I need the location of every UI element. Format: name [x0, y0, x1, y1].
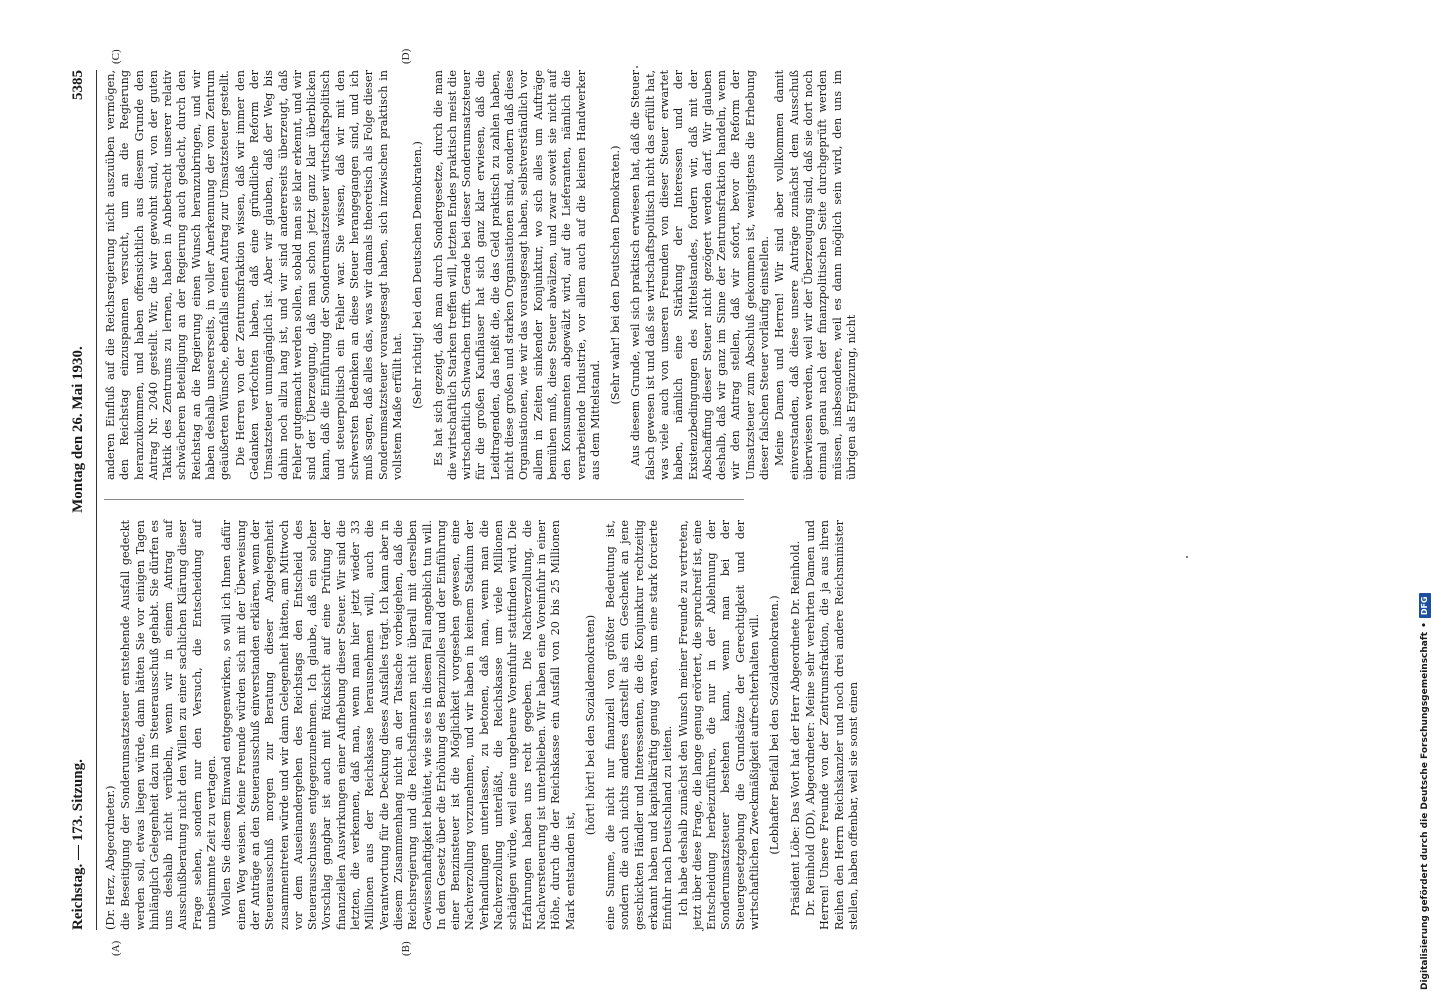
paragraph: Es hat sich gezeigt, daß man durch Sondergesetze, durch die man die wirtschaftlich Starken treffen will, letzten Endes praktisch meist die wirtschaftlich Schwachen trifft. Gerade bei dieser Sonderumsatzsteuer für die großen Kaufhäuser hat sich ganz klar erwiesen, daß die Leidtragenden, das heißt die, die das Geld praktisch zu zahlen haben, nicht diese großen und starken Organisationen sind, sondern daß diese Organisationen, wie wir das vorausgesagt haben, selbstverständlich vor allem in Zeiten sinkender Konjunktur, wo sich alles um Aufträge bemühen muß, diese Steuer abwälzen, und zwar soweit sie nicht auf den Konsumenten abgewälzt wird, auf die Lieferanten, nämlich die verarbeitende Industrie, vor allem auch auf die kleinen Handwerker aus dem Mittelstand. [431, 70, 602, 480]
marker-c: (C) [110, 49, 122, 64]
page-header [70, 70, 97, 930]
rotated-page [70, 48, 860, 956]
paragraph: Präsident Löbe: Das Wort hat der Herr Abgeordnete Dr. Reinhold. [788, 540, 802, 916]
paragraph: anderen Einfluß auf die Reichsregierung nicht auszuüben vermögen, den Reichstag einzuspannen versucht, um an die Regierung heranzukommen, und haben offensichtlich aus diesem Grunde den Antrag Nr. 2040 gestellt. Wir, die wir gewohnt sind, von der guten Taktik des Zentrums zu lernen, haben in Anbetracht unserer relativ schwächeren Beteiligung an der Regierung auch gedacht, durch den Reichstag an die Regierung einen Wunsch heranzubringen, und wir haben deshalb unsererseits, in voller Anerkennung der vom Zentrum geäußerten Wünsche, ebenfalls einen Antrag zur Umsatzsteuer gestellt. [104, 70, 232, 480]
header-left: Reichstag. — 173. Sitzung. [70, 759, 86, 930]
paragraph: die Beseitigung der Sonderumsatzsteuer entstehende Ausfall gedeckt werden soll, etwas liegen würde, dann hätten Sie vor einigen Tagen hinlänglich Gelegenheit dazu im Steuerausschuß gehabt. Sie dürfen es uns deshalb nicht verübeln, wenn wir in einem Antrag auf Ausschußberatung nicht den Willen zu einer sachlichen Klärung dieser Frage sehen, sondern nur den Versuch, die Entscheidung auf unbestimmte Zeit zu vertagen. [119, 520, 219, 930]
paragraph: Ich habe deshalb zunächst den Wunsch meiner Freunde zu vertreten, jetzt über diese Frage, die lange genug erörtert, die spruchreif ist, eine Entscheidung herbeizuführen, die nur in der Ablehnung der Sonderumsatzsteuer bestehen kann, wenn man bei der Steuergesetzgebung die Grundsätze der Gerechtigkeit und der wirtschaftlichen Zweckmäßigkeit aufrechterhalten will. [676, 520, 762, 930]
header-date: Montag den 26. Mai 1930. [70, 346, 86, 513]
text-columns [104, 70, 860, 930]
paragraph: Aus diesem Grunde, weil sich praktisch erwiesen hat, daß die Steuer falsch gewesen ist und daß sie wirtschaftspolitisch nicht das erfüllt hat, was viele auch von unseren Freunden von dieser Steuer erwartet haben, nämlich eine Stärkung der Interessen und der Existenzbedingungen des Mittelstandes, fordern wir, daß mit der Abschaffung dieser Steuer nicht gezögert werden darf. Wir glauben deshalb, daß wir ganz im Sinne der Zentrumsfraktion handeln, wenn wir den Antrag stellen, daß wir sofort, bevor die Reform der Umsatzsteuer zum Abschluß gekommen ist, wenigstens die Erhebung dieser falschen Steuer vorläufig einstellen. [629, 70, 772, 480]
interjection-note: (Sehr wahr! bei den Deutschen Demokraten.) [609, 145, 623, 405]
dfg-logo: DFG [1419, 593, 1431, 618]
scan-speck [1186, 556, 1188, 558]
credit-text: Digitalisierung gefördert durch die Deutsche Forschungsgemeinschaft [1420, 631, 1430, 990]
paragraph: (Dr. Herz, Abgeordneter.) [104, 785, 117, 930]
column-divider [104, 499, 744, 500]
paragraph: Wollen Sie diesem Einwand entgegenwirken, so will ich Ihnen dafür einen Weg weisen. Meine Freunde würden sich mit der Überweisung der Anträge an den Steuerausschuß einverstanden erklären, wenn der Steuerausschuß morgen zur Beratung dieser Angelegenheit zusammentreten würde und wir dann Gelegenheit hätten, am Mittwoch vor dem Auseinandergehen des Reichstags den Entscheid des Steuerausschusses entgegenzunehmen. Ich glaube, daß ein solcher Vorschlag gangbar ist auch mit Rücksicht auf eine Prüfung der finanziellen Auswirkungen einer Aufhebung dieser Steuer. Wir sind die letzten, die verkennen, daß man, wenn man hier jetzt wieder 33 Millionen aus der Reichskasse herausnehmen will, auch die Verantwortung für die Deckung dieses Ausfalles trägt. Ich kann aber in diesem Zusammenhang nicht an der Tatsache vorbeigehen, daß die Reichsregierung und die Reichsfinanzen nicht überall mit derselben Gewissenhaftigkeit behütet, wie sie es in diesem Fall angeblich tun will. In dem Gesetz über die Erhöhung des Benzinzolles und der Einführung einer Benzinsteuer ist die Möglichkeit vorgesehen gewesen, eine Nachverzollung vorzunehmen, und wir haben in keinem Stadium der Verhandlungen unterlassen, zu betonen, daß man, wenn man die Nachverzollung unterläßt, die Reichskasse um viele Millionen schädigen würde, weil eine ungeheure Voreinfuhr stattfinden wird. Die Erfahrungen haben uns recht gegeben. Die Nachverzollung, die Nachversteuerung ist unterblieben. Wir haben eine Voreinfuhr in einer Höhe, durch die der Reichskasse ein Ausfall von 20 bis 25 Millionen Mark entstanden ist, [220, 520, 577, 930]
paragraph: Dr. Reinhold (DD), Abgeordneter: Meine sehr verehrten Damen und Herren! Unsere Freunde von der Zentrumsfraktion, die ja aus ihren Reihen den Herrn Reichskanzler und noch drei andere Reichsminister stellen, haben offenbar, weil sie sonst einen [803, 520, 860, 930]
right-column [104, 70, 858, 480]
interjection-note: (Sehr richtig! bei den Deutschen Demokraten.) [411, 141, 425, 409]
paragraph: Die Herren von der Zentrumsfraktion wissen, daß wir immer den Gedanken verfochten haben, daß eine gründliche Reform der Umsatzsteuer unumgänglich ist. Aber wir glauben, daß der Weg bis dahin noch allzu lang ist, und wir sind andererseits überzeugt, daß Fehler gutgemacht werden sollen, sobald man sie klar erkennt, und wir sind der Überzeugung, daß man schon jetzt ganz klar überblicken kann, daß die Einführung der Sonderumsatzsteuer wirtschaftspolitisch und steuerpolitisch ein Fehler war. Sie wissen, daß wir mit den schwersten Bedenken an diese Steuer herangegangen sind, und ich muß sagen, daß alles das, was wir damals theoretisch als Folge dieser Sonderumsatzsteuer vorausgesagt haben, sich inzwischen praktisch in vollstem Maße erfüllt hat. [233, 70, 404, 480]
digitization-credit: Digitalisierung gefördert durch die Deutsche Forschungsgemeinschaft • DFG [1418, 10, 1432, 990]
page-number: 5385 [70, 70, 86, 100]
marker-d: (D) [400, 48, 412, 64]
paragraph: eine Summe, die nicht nur finanziell von größter Bedeutung ist, sondern die auch nichts anderes darstellt als ein Geschenk an jene geschickten Händler und Interessenten, die die Konjunktur rechtzeitig erkannt haben und kapitalkräftig genug waren, um eine stark forcierte Einfuhr nach Deutschland zu leiten. [604, 520, 675, 930]
paragraph: Meine Damen und Herren! Wir sind aber vollkommen damit einverstanden, daß diese unsere Anträge zunächst dem Ausschuß überwiesen werden, weil wir der Überzeugung sind, daß sie dort noch einmal genau nach der finanzpolitischen Seite durchgeprüft werden müssen, insbesondere, weil es dann möglich sein wird, den uns im übrigen als Ergänzung, nicht [773, 70, 858, 480]
left-column [104, 520, 860, 930]
scan-speck [636, 66, 638, 68]
interjection-note: (Lebhafter Beifall bei den Sozialdemokraten.) [768, 595, 782, 855]
interjection-note: (hört! hört! bei den Sozialdemokraten) [583, 614, 597, 836]
marker-b: (B) [400, 941, 412, 956]
marker-a: (A) [110, 940, 122, 956]
